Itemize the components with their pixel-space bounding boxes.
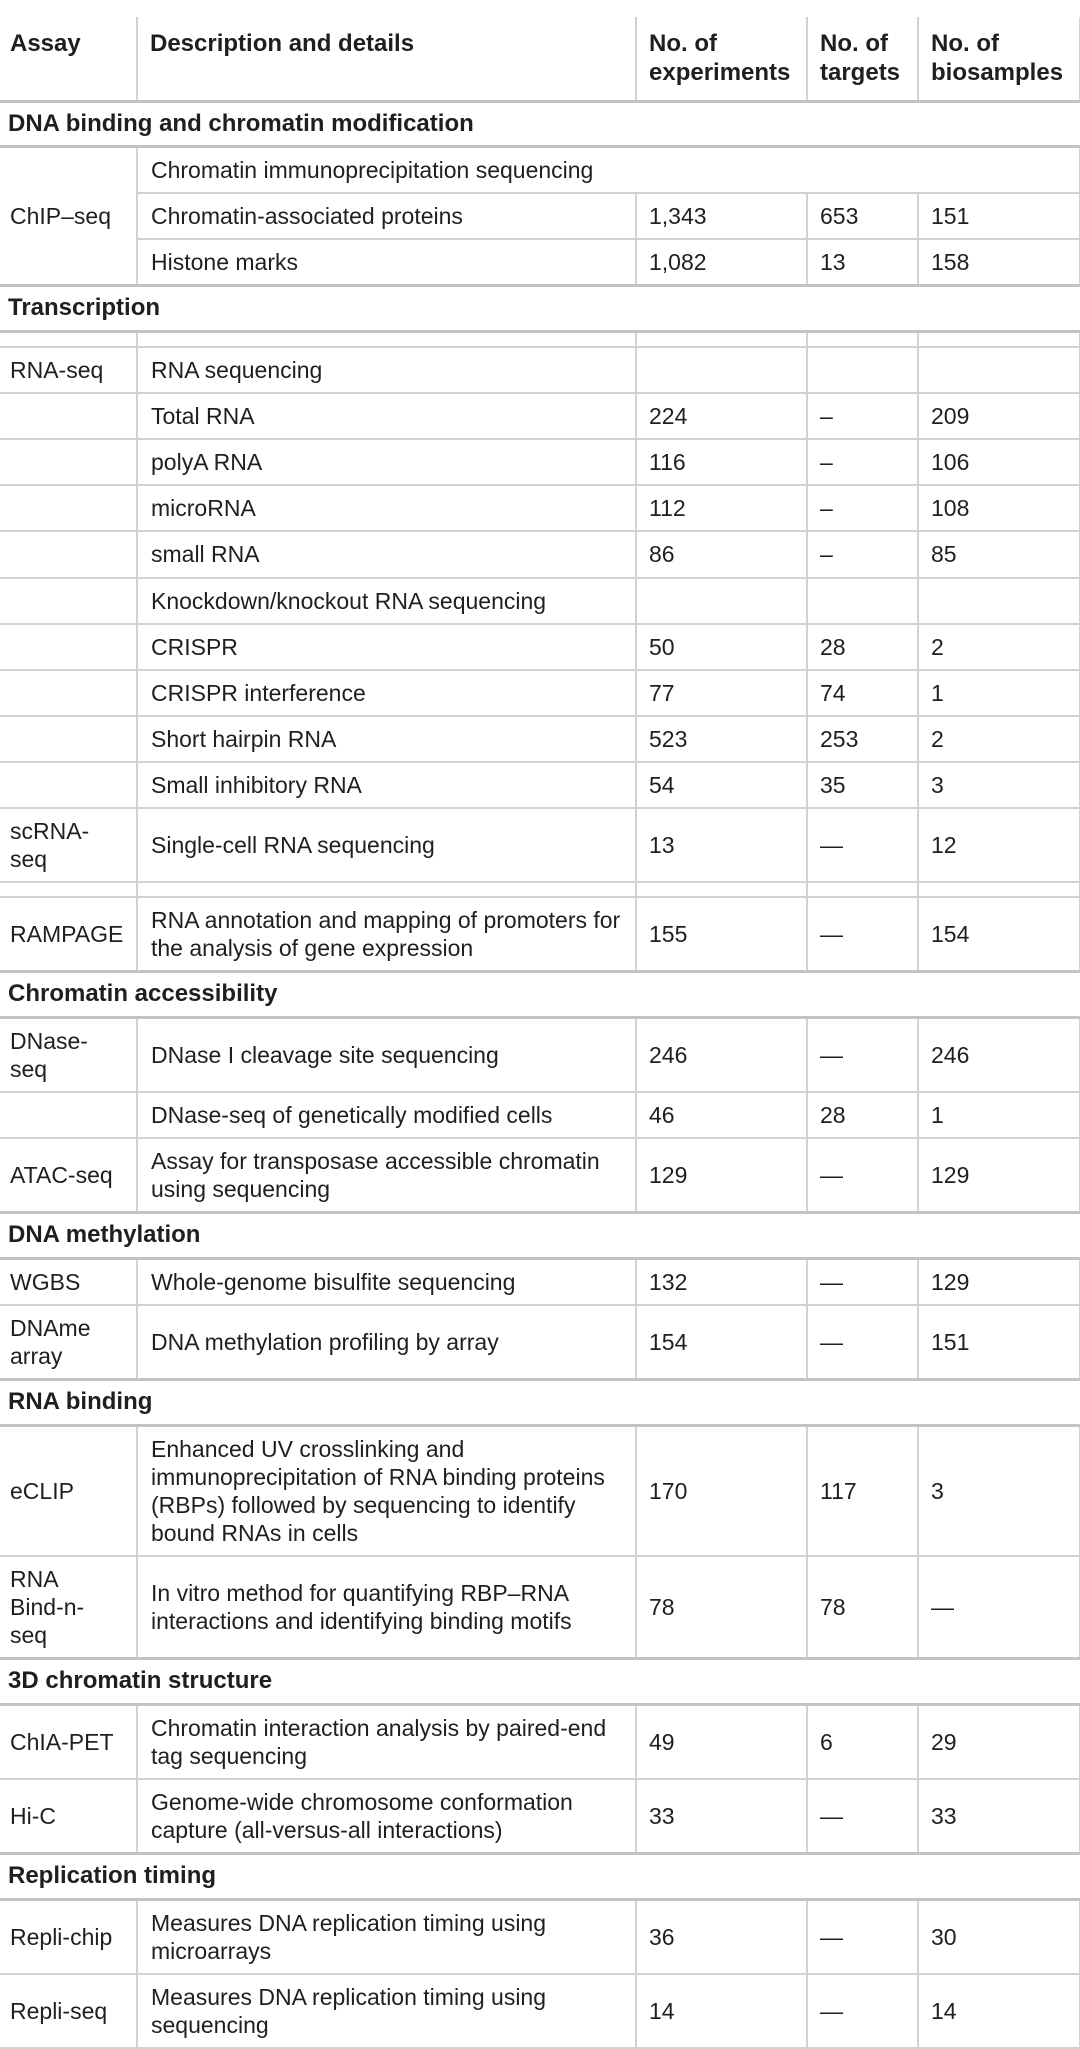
assay-cell: ChIP–seq (0, 147, 137, 286)
description-cell: polyA RNA (137, 439, 636, 485)
biosamples-cell: 3 (918, 762, 1080, 808)
experiments-cell: 112 (636, 485, 807, 531)
description-cell: microRNA (137, 485, 636, 531)
targets-cell: — (807, 897, 918, 972)
targets-cell: 6 (807, 1704, 918, 1779)
section-title: RNA binding (0, 1379, 1080, 1425)
biosamples-cell: 2 (918, 716, 1080, 762)
section-title: DNA methylation (0, 1212, 1080, 1258)
description-cell: Assay for transposase accessible chromatin using sequencing (137, 1138, 636, 1213)
experiments-cell: 523 (636, 716, 807, 762)
experiments-cell: 33 (636, 1779, 807, 1854)
description-cell: RNA sequencing (137, 347, 636, 393)
description-cell: In vitro method for quantifying RBP–RNA interactions and identifying binding motifs (137, 1556, 636, 1659)
table-row (0, 1779, 1080, 1854)
targets-cell: – (807, 393, 918, 439)
description-cell: DNase-seq of genetically modified cells (137, 1092, 636, 1138)
section-title: Replication timing (0, 1854, 1080, 1900)
experiments-cell: 1,082 (636, 239, 807, 286)
description-cell: RNA annotation and mapping of promoters for the analysis of gene expression (137, 897, 636, 972)
targets-cell: 78 (807, 1556, 918, 1659)
table-body (0, 101, 1080, 2048)
col-header-biosamples: No. of biosamples (918, 17, 1080, 101)
table-row (0, 808, 1080, 882)
description-cell: Chromatin immunoprecipitation sequencing (137, 147, 1080, 194)
description-cell: Knockdown/knockout RNA sequencing (137, 578, 636, 624)
assay-cell: eCLIP (0, 1425, 137, 1556)
description-cell: DNase I cleavage site sequencing (137, 1017, 636, 1092)
targets-cell: – (807, 485, 918, 531)
assay-cell: RNA Bind-n-seq (0, 1556, 137, 1659)
description-cell: DNA methylation profiling by array (137, 1305, 636, 1380)
targets-cell (807, 578, 918, 624)
assay-cell: ATAC-seq (0, 1138, 137, 1213)
col-header-experiments: No. of experiments (636, 17, 807, 101)
spacer-row (0, 882, 1080, 897)
experiments-cell (636, 347, 807, 393)
assay-cell (0, 670, 137, 716)
assay-cell: DNAme array (0, 1305, 137, 1380)
biosamples-cell: 151 (918, 193, 1080, 239)
table-row (0, 439, 1080, 485)
targets-cell: 74 (807, 670, 918, 716)
assay-cell: WGBS (0, 1258, 137, 1305)
biosamples-cell: 29 (918, 1704, 1080, 1779)
spacer-cell (807, 332, 918, 348)
assay-cell: RAMPAGE (0, 897, 137, 972)
table-row (0, 897, 1080, 972)
table-row (0, 393, 1080, 439)
description-cell: Chromatin interaction analysis by paired-end tag sequencing (137, 1704, 636, 1779)
experiments-cell: 155 (636, 897, 807, 972)
biosamples-cell: 158 (918, 239, 1080, 286)
description-cell: Whole-genome bisulfite sequencing (137, 1258, 636, 1305)
experiments-cell (636, 578, 807, 624)
spacer-cell (918, 882, 1080, 897)
col-header-assay: Assay (0, 17, 137, 101)
experiments-cell: 78 (636, 1556, 807, 1659)
table-row (0, 1258, 1080, 1305)
experiments-cell: 154 (636, 1305, 807, 1380)
table-row (0, 1138, 1080, 1213)
header-row (0, 17, 1080, 101)
biosamples-cell: 12 (918, 808, 1080, 882)
description-cell: Measures DNA replication timing using sequencing (137, 1974, 636, 2048)
biosamples-cell (918, 347, 1080, 393)
section-header-row (0, 1212, 1080, 1258)
biosamples-cell: 30 (918, 1899, 1080, 1974)
table-row (0, 762, 1080, 808)
experiments-cell: 1,343 (636, 193, 807, 239)
table-row (0, 1974, 1080, 2048)
assay-cell (0, 578, 137, 624)
table-header (0, 17, 1080, 101)
section-header-row (0, 1379, 1080, 1425)
assays-table (0, 17, 1080, 2049)
targets-cell: — (807, 1899, 918, 1974)
experiments-cell: 50 (636, 624, 807, 670)
experiments-cell: 54 (636, 762, 807, 808)
spacer-cell (636, 882, 807, 897)
biosamples-cell: 1 (918, 1092, 1080, 1138)
section-title: 3D chromatin structure (0, 1659, 1080, 1705)
table-row (0, 485, 1080, 531)
section-title: Transcription (0, 286, 1080, 332)
experiments-cell: 116 (636, 439, 807, 485)
table-row (0, 1704, 1080, 1779)
biosamples-cell: 3 (918, 1425, 1080, 1556)
col-header-description: Description and details (137, 17, 636, 101)
description-cell: small RNA (137, 531, 636, 577)
targets-cell: — (807, 1974, 918, 2048)
assay-cell (0, 624, 137, 670)
experiments-cell: 13 (636, 808, 807, 882)
targets-cell: — (807, 1017, 918, 1092)
targets-cell: 35 (807, 762, 918, 808)
assay-cell (0, 439, 137, 485)
biosamples-cell: 108 (918, 485, 1080, 531)
description-cell: Total RNA (137, 393, 636, 439)
biosamples-cell: — (918, 1556, 1080, 1659)
biosamples-cell: 209 (918, 393, 1080, 439)
assay-cell (0, 716, 137, 762)
description-cell: Measures DNA replication timing using microarrays (137, 1899, 636, 1974)
assay-cell (0, 531, 137, 577)
section-header-row (0, 1659, 1080, 1705)
section-header-row (0, 286, 1080, 332)
assay-cell: Hi-C (0, 1779, 137, 1854)
spacer-cell (636, 332, 807, 348)
assay-cell (0, 1092, 137, 1138)
targets-cell (807, 347, 918, 393)
biosamples-cell: 33 (918, 1779, 1080, 1854)
table-row (0, 1305, 1080, 1380)
experiments-cell: 77 (636, 670, 807, 716)
section-header-row (0, 101, 1080, 147)
biosamples-cell: 151 (918, 1305, 1080, 1380)
description-cell: Single-cell RNA sequencing (137, 808, 636, 882)
experiments-cell: 246 (636, 1017, 807, 1092)
description-cell: CRISPR (137, 624, 636, 670)
table-row (0, 193, 1080, 239)
targets-cell: 13 (807, 239, 918, 286)
section-header-row (0, 1854, 1080, 1900)
spacer-cell (0, 882, 137, 897)
targets-cell: — (807, 1258, 918, 1305)
targets-cell: — (807, 1305, 918, 1380)
spacer-cell (137, 882, 636, 897)
biosamples-cell: 1 (918, 670, 1080, 716)
experiments-cell: 132 (636, 1258, 807, 1305)
table-row (0, 1899, 1080, 1974)
assay-cell: scRNA-seq (0, 808, 137, 882)
biosamples-cell: 106 (918, 439, 1080, 485)
spacer-cell (918, 332, 1080, 348)
targets-cell: – (807, 531, 918, 577)
targets-cell: 28 (807, 624, 918, 670)
experiments-cell: 86 (636, 531, 807, 577)
targets-cell: – (807, 439, 918, 485)
table-row (0, 578, 1080, 624)
biosamples-cell: 14 (918, 1974, 1080, 2048)
spacer-cell (137, 332, 636, 348)
table-row (0, 347, 1080, 393)
experiments-cell: 129 (636, 1138, 807, 1213)
biosamples-cell (918, 578, 1080, 624)
table-row (0, 239, 1080, 286)
experiments-cell: 224 (636, 393, 807, 439)
biosamples-cell: 129 (918, 1138, 1080, 1213)
assay-cell: DNase-seq (0, 1017, 137, 1092)
experiments-cell: 49 (636, 1704, 807, 1779)
targets-cell: — (807, 1779, 918, 1854)
targets-cell: 253 (807, 716, 918, 762)
description-cell: Small inhibitory RNA (137, 762, 636, 808)
description-cell: Enhanced UV crosslinking and immunoprecipitation of RNA binding proteins (RBPs) followed by sequencing to identify bound RNAs in cells (137, 1425, 636, 1556)
section-title: Chromatin accessibility (0, 971, 1080, 1017)
targets-cell: — (807, 808, 918, 882)
targets-cell: 28 (807, 1092, 918, 1138)
table-row (0, 1556, 1080, 1659)
section-header-row (0, 971, 1080, 1017)
targets-cell: 117 (807, 1425, 918, 1556)
section-title: DNA binding and chromatin modification (0, 101, 1080, 147)
description-cell: CRISPR interference (137, 670, 636, 716)
biosamples-cell: 129 (918, 1258, 1080, 1305)
description-cell: Short hairpin RNA (137, 716, 636, 762)
targets-cell: 653 (807, 193, 918, 239)
biosamples-cell: 85 (918, 531, 1080, 577)
targets-cell: — (807, 1138, 918, 1213)
assay-cell: RNA-seq (0, 347, 137, 393)
assay-cell: ChIA-PET (0, 1704, 137, 1779)
table-row (0, 147, 1080, 194)
description-cell: Histone marks (137, 239, 636, 286)
spacer-cell (0, 332, 137, 348)
biosamples-cell: 246 (918, 1017, 1080, 1092)
experiments-cell: 36 (636, 1899, 807, 1974)
spacer-cell (807, 882, 918, 897)
table-row (0, 624, 1080, 670)
assay-cell (0, 393, 137, 439)
table-row (0, 716, 1080, 762)
assay-cell (0, 485, 137, 531)
assay-cell: Repli-seq (0, 1974, 137, 2048)
table-row (0, 1017, 1080, 1092)
assay-cell: Repli-chip (0, 1899, 137, 1974)
experiments-cell: 46 (636, 1092, 807, 1138)
table-row (0, 531, 1080, 577)
spacer-row (0, 332, 1080, 348)
experiments-cell: 170 (636, 1425, 807, 1556)
table-row (0, 1425, 1080, 1556)
description-cell: Chromatin-associated proteins (137, 193, 636, 239)
biosamples-cell: 2 (918, 624, 1080, 670)
table-row (0, 1092, 1080, 1138)
assay-cell (0, 762, 137, 808)
col-header-targets: No. of targets (807, 17, 918, 101)
description-cell: Genome-wide chromosome conformation capture (all-versus-all interactions) (137, 1779, 636, 1854)
biosamples-cell: 154 (918, 897, 1080, 972)
table-row (0, 670, 1080, 716)
experiments-cell: 14 (636, 1974, 807, 2048)
